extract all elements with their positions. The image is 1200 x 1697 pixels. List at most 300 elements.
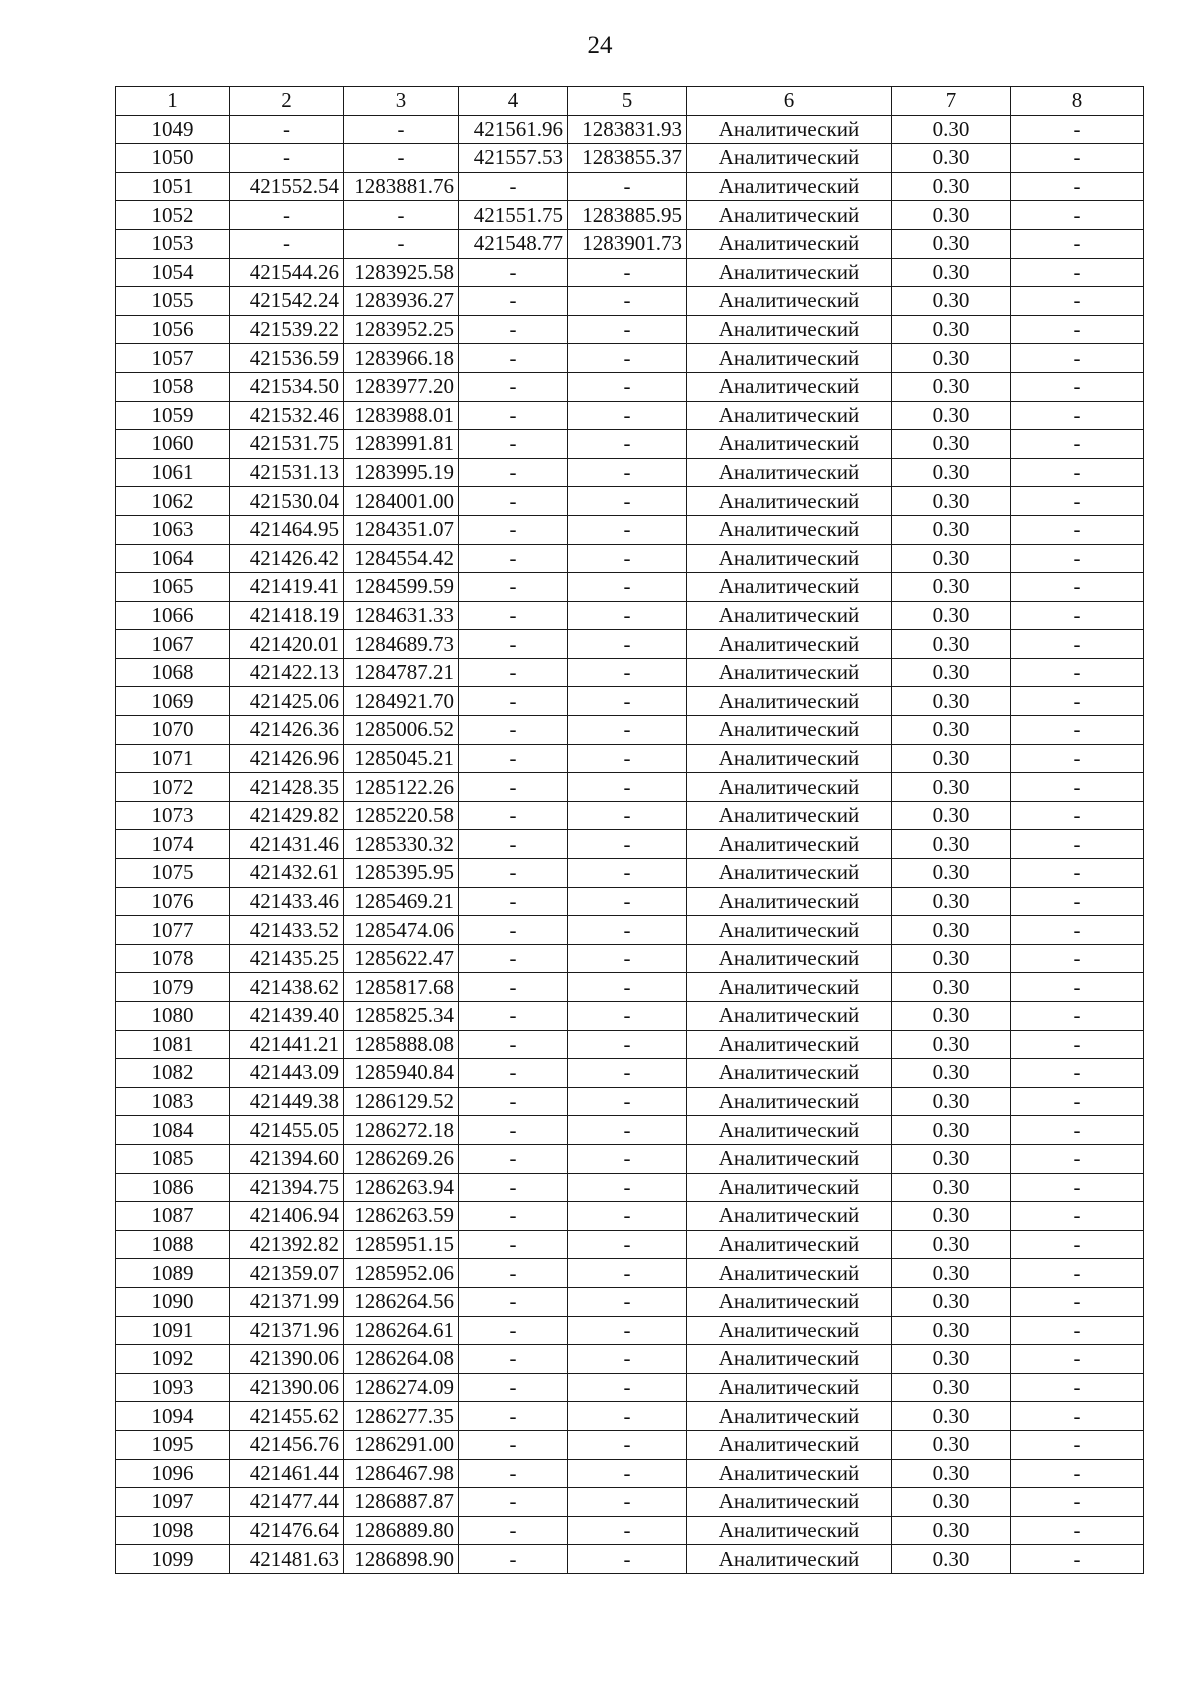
table-cell-col-4: - xyxy=(459,887,568,916)
table-cell-col-5: - xyxy=(568,401,687,430)
table-cell-col-8: - xyxy=(1011,115,1144,144)
table-cell-col-2: 421455.05 xyxy=(230,1116,344,1145)
table-cell-col-8: - xyxy=(1011,1402,1144,1431)
table-cell-col-8: - xyxy=(1011,601,1144,630)
table-cell-col-3: 1283977.20 xyxy=(344,372,459,401)
table-cell-col-5: - xyxy=(568,859,687,888)
table-cell-col-5: - xyxy=(568,630,687,659)
table-cell-col-5: - xyxy=(568,1373,687,1402)
table-cell-col-5: - xyxy=(568,1144,687,1173)
table-cell-col-4: - xyxy=(459,344,568,373)
table-cell-col-3: 1284921.70 xyxy=(344,687,459,716)
table-cell-col-4: - xyxy=(459,430,568,459)
table-row xyxy=(116,1173,1144,1202)
table-cell-col-3: 1285330.32 xyxy=(344,830,459,859)
table-cell-col-7: 0.30 xyxy=(892,1059,1011,1088)
table-cell-col-7: 0.30 xyxy=(892,916,1011,945)
coordinates-table xyxy=(115,86,1144,1574)
table-cell-col-7: 0.30 xyxy=(892,630,1011,659)
table-cell-col-3: 1285825.34 xyxy=(344,1002,459,1031)
table-row xyxy=(116,573,1144,602)
table-cell-col-3: 1286898.90 xyxy=(344,1545,459,1574)
table-row xyxy=(116,515,1144,544)
table-cell-col-3: 1284001.00 xyxy=(344,487,459,516)
table-cell-col-2: 421390.06 xyxy=(230,1373,344,1402)
table-cell-col-1: 1062 xyxy=(116,487,230,516)
table-cell-col-8: - xyxy=(1011,1002,1144,1031)
table-cell-col-6: Аналитический xyxy=(687,1087,892,1116)
table-cell-col-2: 421392.82 xyxy=(230,1230,344,1259)
table-cell-col-4: - xyxy=(459,487,568,516)
table-cell-col-1: 1050 xyxy=(116,144,230,173)
table-cell-col-4: - xyxy=(459,1316,568,1345)
table-cell-col-3: 1286263.59 xyxy=(344,1202,459,1231)
table-cell-col-5: - xyxy=(568,1030,687,1059)
table-cell-col-7: 0.30 xyxy=(892,372,1011,401)
table-cell-col-7: 0.30 xyxy=(892,801,1011,830)
table-cell-col-1: 1064 xyxy=(116,544,230,573)
table-cell-col-8: - xyxy=(1011,1373,1144,1402)
table-cell-col-8: - xyxy=(1011,1545,1144,1574)
table-cell-col-1: 1065 xyxy=(116,573,230,602)
table-cell-col-3: - xyxy=(344,229,459,258)
table-cell-col-3: 1285474.06 xyxy=(344,916,459,945)
table-cell-col-6: Аналитический xyxy=(687,487,892,516)
table-cell-col-2: 421531.13 xyxy=(230,458,344,487)
table-cell-col-8: - xyxy=(1011,859,1144,888)
table-cell-col-3: - xyxy=(344,115,459,144)
table-cell-col-4: - xyxy=(459,287,568,316)
table-cell-col-7: 0.30 xyxy=(892,773,1011,802)
table-cell-col-1: 1085 xyxy=(116,1144,230,1173)
table-cell-col-2: 421394.60 xyxy=(230,1144,344,1173)
table-cell-col-8: - xyxy=(1011,801,1144,830)
table-cell-col-6: Аналитический xyxy=(687,1002,892,1031)
table-cell-col-3: - xyxy=(344,144,459,173)
table-cell-col-6: Аналитический xyxy=(687,344,892,373)
table-row xyxy=(116,716,1144,745)
table-cell-col-6: Аналитический xyxy=(687,658,892,687)
table-cell-col-8: - xyxy=(1011,315,1144,344)
table-cell-col-1: 1067 xyxy=(116,630,230,659)
table-cell-col-7: 0.30 xyxy=(892,658,1011,687)
table-cell-col-4: - xyxy=(459,1488,568,1517)
table-row xyxy=(116,1373,1144,1402)
table-cell-col-5: - xyxy=(568,1488,687,1517)
table-row xyxy=(116,258,1144,287)
table-cell-col-4: - xyxy=(459,944,568,973)
table-header-row xyxy=(116,87,1144,116)
table-cell-col-2: 421419.41 xyxy=(230,573,344,602)
table-cell-col-5: 1283901.73 xyxy=(568,229,687,258)
table-cell-col-7: 0.30 xyxy=(892,1316,1011,1345)
table-cell-col-5: - xyxy=(568,430,687,459)
table-cell-col-3: 1286264.08 xyxy=(344,1345,459,1374)
column-header: 6 xyxy=(687,87,892,116)
table-row xyxy=(116,1059,1144,1088)
table-cell-col-2: 421428.35 xyxy=(230,773,344,802)
table-cell-col-4: - xyxy=(459,1545,568,1574)
table-cell-col-1: 1076 xyxy=(116,887,230,916)
table-cell-col-7: 0.30 xyxy=(892,1030,1011,1059)
table-cell-col-7: 0.30 xyxy=(892,1173,1011,1202)
table-row xyxy=(116,458,1144,487)
table-cell-col-7: 0.30 xyxy=(892,1259,1011,1288)
table-cell-col-6: Аналитический xyxy=(687,1230,892,1259)
table-cell-col-4: - xyxy=(459,1087,568,1116)
table-cell-col-5: - xyxy=(568,287,687,316)
table-cell-col-5: - xyxy=(568,601,687,630)
table-row xyxy=(116,1002,1144,1031)
table-cell-col-2: - xyxy=(230,229,344,258)
table-row xyxy=(116,115,1144,144)
table-cell-col-7: 0.30 xyxy=(892,430,1011,459)
table-cell-col-7: 0.30 xyxy=(892,315,1011,344)
table-cell-col-8: - xyxy=(1011,344,1144,373)
table-cell-col-8: - xyxy=(1011,973,1144,1002)
table-cell-col-7: 0.30 xyxy=(892,258,1011,287)
table-cell-col-2: - xyxy=(230,201,344,230)
table-cell-col-4: - xyxy=(459,630,568,659)
table-cell-col-4: - xyxy=(459,544,568,573)
table-cell-col-2: 421461.44 xyxy=(230,1459,344,1488)
table-row xyxy=(116,630,1144,659)
table-cell-col-7: 0.30 xyxy=(892,687,1011,716)
table-row xyxy=(116,773,1144,802)
table-cell-col-2: 421536.59 xyxy=(230,344,344,373)
table-cell-col-6: Аналитический xyxy=(687,1516,892,1545)
table-cell-col-1: 1071 xyxy=(116,744,230,773)
table-cell-col-6: Аналитический xyxy=(687,1116,892,1145)
table-cell-col-1: 1063 xyxy=(116,515,230,544)
table-cell-col-8: - xyxy=(1011,430,1144,459)
table-cell-col-1: 1059 xyxy=(116,401,230,430)
table-row xyxy=(116,315,1144,344)
table-cell-col-2: 421455.62 xyxy=(230,1402,344,1431)
table-cell-col-3: 1286264.61 xyxy=(344,1316,459,1345)
table-cell-col-8: - xyxy=(1011,1059,1144,1088)
table-cell-col-1: 1097 xyxy=(116,1488,230,1517)
table-cell-col-7: 0.30 xyxy=(892,1087,1011,1116)
table-cell-col-3: 1286263.94 xyxy=(344,1173,459,1202)
table-cell-col-5: - xyxy=(568,1173,687,1202)
table-cell-col-7: 0.30 xyxy=(892,1402,1011,1431)
table-cell-col-8: - xyxy=(1011,515,1144,544)
table-cell-col-2: 421435.25 xyxy=(230,944,344,973)
table-cell-col-1: 1099 xyxy=(116,1545,230,1574)
table-cell-col-1: 1087 xyxy=(116,1202,230,1231)
table-cell-col-8: - xyxy=(1011,1173,1144,1202)
table-cell-col-5: - xyxy=(568,1002,687,1031)
table-cell-col-2: 421432.61 xyxy=(230,859,344,888)
table-row xyxy=(116,144,1144,173)
table-cell-col-3: 1285006.52 xyxy=(344,716,459,745)
table-cell-col-2: 421426.96 xyxy=(230,744,344,773)
table-row xyxy=(116,544,1144,573)
table-cell-col-7: 0.30 xyxy=(892,859,1011,888)
table-row xyxy=(116,344,1144,373)
table-cell-col-3: 1285395.95 xyxy=(344,859,459,888)
table-cell-col-3: 1284554.42 xyxy=(344,544,459,573)
table-cell-col-5: - xyxy=(568,658,687,687)
table-cell-col-1: 1091 xyxy=(116,1316,230,1345)
table-cell-col-3: 1286291.00 xyxy=(344,1430,459,1459)
table-cell-col-7: 0.30 xyxy=(892,573,1011,602)
table-row xyxy=(116,1144,1144,1173)
table-row xyxy=(116,1488,1144,1517)
table-cell-col-8: - xyxy=(1011,687,1144,716)
table-cell-col-6: Аналитический xyxy=(687,458,892,487)
table-cell-col-2: 421441.21 xyxy=(230,1030,344,1059)
table-cell-col-1: 1058 xyxy=(116,372,230,401)
table-cell-col-3: 1284689.73 xyxy=(344,630,459,659)
table-cell-col-2: 421481.63 xyxy=(230,1545,344,1574)
table-cell-col-5: - xyxy=(568,944,687,973)
table-cell-col-7: 0.30 xyxy=(892,1488,1011,1517)
table-cell-col-2: 421534.50 xyxy=(230,372,344,401)
table-cell-col-2: 421531.75 xyxy=(230,430,344,459)
table-cell-col-3: 1285220.58 xyxy=(344,801,459,830)
column-header: 1 xyxy=(116,87,230,116)
table-cell-col-2: 421371.96 xyxy=(230,1316,344,1345)
table-cell-col-3: 1284351.07 xyxy=(344,515,459,544)
table-cell-col-5: - xyxy=(568,1402,687,1431)
table-cell-col-3: 1285951.15 xyxy=(344,1230,459,1259)
table-cell-col-4: - xyxy=(459,744,568,773)
table-cell-col-5: - xyxy=(568,887,687,916)
column-header: 4 xyxy=(459,87,568,116)
table-cell-col-6: Аналитический xyxy=(687,430,892,459)
table-cell-col-1: 1094 xyxy=(116,1402,230,1431)
table-cell-col-6: Аналитический xyxy=(687,401,892,430)
table-cell-col-4: - xyxy=(459,687,568,716)
table-cell-col-2: 421530.04 xyxy=(230,487,344,516)
table-cell-col-5: - xyxy=(568,716,687,745)
table-cell-col-3: 1285469.21 xyxy=(344,887,459,916)
table-cell-col-1: 1090 xyxy=(116,1287,230,1316)
table-cell-col-5: - xyxy=(568,258,687,287)
table-cell-col-4: - xyxy=(459,1202,568,1231)
table-cell-col-4: - xyxy=(459,1116,568,1145)
table-cell-col-1: 1092 xyxy=(116,1345,230,1374)
table-cell-col-6: Аналитический xyxy=(687,744,892,773)
table-cell-col-4: - xyxy=(459,1030,568,1059)
table-row xyxy=(116,973,1144,1002)
table-cell-col-8: - xyxy=(1011,1087,1144,1116)
table-cell-col-1: 1073 xyxy=(116,801,230,830)
table-cell-col-1: 1093 xyxy=(116,1373,230,1402)
table-cell-col-4: - xyxy=(459,1459,568,1488)
table-row xyxy=(116,487,1144,516)
table-cell-col-5: - xyxy=(568,1287,687,1316)
table-row xyxy=(116,601,1144,630)
table-cell-col-7: 0.30 xyxy=(892,458,1011,487)
table-cell-col-2: 421456.76 xyxy=(230,1430,344,1459)
table-cell-col-2: 421438.62 xyxy=(230,973,344,1002)
table-cell-col-4: - xyxy=(459,801,568,830)
table-cell-col-4: - xyxy=(459,372,568,401)
table-cell-col-5: - xyxy=(568,801,687,830)
table-cell-col-8: - xyxy=(1011,1144,1144,1173)
table-cell-col-1: 1055 xyxy=(116,287,230,316)
table-cell-col-6: Аналитический xyxy=(687,287,892,316)
table-cell-col-6: Аналитический xyxy=(687,229,892,258)
table-cell-col-6: Аналитический xyxy=(687,1430,892,1459)
table-cell-col-7: 0.30 xyxy=(892,1287,1011,1316)
table-cell-col-6: Аналитический xyxy=(687,172,892,201)
table-cell-col-4: - xyxy=(459,973,568,1002)
table-cell-col-7: 0.30 xyxy=(892,1116,1011,1145)
table-cell-col-2: 421359.07 xyxy=(230,1259,344,1288)
table-cell-col-3: 1285888.08 xyxy=(344,1030,459,1059)
table-cell-col-7: 0.30 xyxy=(892,115,1011,144)
table-cell-col-1: 1056 xyxy=(116,315,230,344)
table-cell-col-6: Аналитический xyxy=(687,1545,892,1574)
table-cell-col-7: 0.30 xyxy=(892,716,1011,745)
table-cell-col-3: 1285940.84 xyxy=(344,1059,459,1088)
table-cell-col-5: - xyxy=(568,744,687,773)
table-cell-col-3: 1283995.19 xyxy=(344,458,459,487)
table-cell-col-2: 421431.46 xyxy=(230,830,344,859)
table-row xyxy=(116,1287,1144,1316)
table-cell-col-4: - xyxy=(459,258,568,287)
table-row xyxy=(116,1087,1144,1116)
table-cell-col-4: - xyxy=(459,1516,568,1545)
column-header: 5 xyxy=(568,87,687,116)
table-cell-col-2: 421425.06 xyxy=(230,687,344,716)
table-cell-col-3: 1283881.76 xyxy=(344,172,459,201)
table-cell-col-5: - xyxy=(568,1202,687,1231)
table-cell-col-8: - xyxy=(1011,258,1144,287)
table-row xyxy=(116,1345,1144,1374)
table-cell-col-4: - xyxy=(459,172,568,201)
table-cell-col-6: Аналитический xyxy=(687,1316,892,1345)
table-cell-col-4: 421557.53 xyxy=(459,144,568,173)
table-cell-col-8: - xyxy=(1011,830,1144,859)
table-cell-col-6: Аналитический xyxy=(687,887,892,916)
table-cell-col-8: - xyxy=(1011,1202,1144,1231)
table-cell-col-1: 1084 xyxy=(116,1116,230,1145)
table-cell-col-6: Аналитический xyxy=(687,773,892,802)
table-cell-col-3: 1285045.21 xyxy=(344,744,459,773)
table-cell-col-5: - xyxy=(568,916,687,945)
table-cell-col-2: 421418.19 xyxy=(230,601,344,630)
table-cell-col-2: 421422.13 xyxy=(230,658,344,687)
table-cell-col-7: 0.30 xyxy=(892,944,1011,973)
table-cell-col-1: 1083 xyxy=(116,1087,230,1116)
table-cell-col-6: Аналитический xyxy=(687,515,892,544)
table-row xyxy=(116,1230,1144,1259)
table-cell-col-2: 421542.24 xyxy=(230,287,344,316)
table-cell-col-5: - xyxy=(568,687,687,716)
table-cell-col-7: 0.30 xyxy=(892,1545,1011,1574)
table-row xyxy=(116,744,1144,773)
table-cell-col-8: - xyxy=(1011,573,1144,602)
table-cell-col-1: 1051 xyxy=(116,172,230,201)
table-cell-col-8: - xyxy=(1011,1516,1144,1545)
table-cell-col-4: - xyxy=(459,458,568,487)
table-row xyxy=(116,687,1144,716)
table-cell-col-6: Аналитический xyxy=(687,1373,892,1402)
table-cell-col-1: 1074 xyxy=(116,830,230,859)
table-cell-col-3: 1283988.01 xyxy=(344,401,459,430)
table-cell-col-1: 1089 xyxy=(116,1259,230,1288)
table-cell-col-7: 0.30 xyxy=(892,201,1011,230)
table-cell-col-5: - xyxy=(568,1059,687,1088)
table-cell-col-4: - xyxy=(459,1230,568,1259)
table-cell-col-1: 1077 xyxy=(116,916,230,945)
table-cell-col-7: 0.30 xyxy=(892,973,1011,1002)
table-cell-col-4: - xyxy=(459,1144,568,1173)
table-cell-col-7: 0.30 xyxy=(892,172,1011,201)
table-cell-col-5: - xyxy=(568,773,687,802)
table-row xyxy=(116,1116,1144,1145)
table-cell-col-4: - xyxy=(459,1059,568,1088)
table-cell-col-7: 0.30 xyxy=(892,344,1011,373)
table-cell-col-7: 0.30 xyxy=(892,144,1011,173)
table-cell-col-8: - xyxy=(1011,487,1144,516)
table-cell-col-7: 0.30 xyxy=(892,401,1011,430)
table-cell-col-6: Аналитический xyxy=(687,1202,892,1231)
table-cell-col-7: 0.30 xyxy=(892,1144,1011,1173)
table-cell-col-6: Аналитический xyxy=(687,716,892,745)
table-cell-col-2: 421371.99 xyxy=(230,1287,344,1316)
table-cell-col-1: 1060 xyxy=(116,430,230,459)
table-cell-col-3: 1283925.58 xyxy=(344,258,459,287)
table-cell-col-4: - xyxy=(459,830,568,859)
table-cell-col-8: - xyxy=(1011,1030,1144,1059)
table-cell-col-5: - xyxy=(568,1230,687,1259)
table-cell-col-3: 1284631.33 xyxy=(344,601,459,630)
table-cell-col-4: 421548.77 xyxy=(459,229,568,258)
table-cell-col-8: - xyxy=(1011,1116,1144,1145)
table-cell-col-7: 0.30 xyxy=(892,515,1011,544)
table-cell-col-6: Аналитический xyxy=(687,1259,892,1288)
table-row xyxy=(116,1202,1144,1231)
table-cell-col-1: 1049 xyxy=(116,115,230,144)
table-cell-col-8: - xyxy=(1011,1430,1144,1459)
table-cell-col-2: 421433.52 xyxy=(230,916,344,945)
table-cell-col-5: 1283885.95 xyxy=(568,201,687,230)
table-row xyxy=(116,1459,1144,1488)
table-cell-col-7: 0.30 xyxy=(892,1345,1011,1374)
table-cell-col-5: - xyxy=(568,1459,687,1488)
table-cell-col-3: 1286129.52 xyxy=(344,1087,459,1116)
table-cell-col-3: - xyxy=(344,201,459,230)
table-cell-col-8: - xyxy=(1011,944,1144,973)
table-cell-col-3: 1286277.35 xyxy=(344,1402,459,1431)
table-cell-col-8: - xyxy=(1011,372,1144,401)
table-cell-col-4: - xyxy=(459,658,568,687)
table-cell-col-1: 1053 xyxy=(116,229,230,258)
table-cell-col-1: 1096 xyxy=(116,1459,230,1488)
table-cell-col-1: 1095 xyxy=(116,1430,230,1459)
table-row xyxy=(116,430,1144,459)
table-cell-col-8: - xyxy=(1011,401,1144,430)
table-row xyxy=(116,887,1144,916)
table-cell-col-5: - xyxy=(568,1516,687,1545)
table-cell-col-1: 1066 xyxy=(116,601,230,630)
table-cell-col-2: - xyxy=(230,115,344,144)
table-cell-col-4: - xyxy=(459,1287,568,1316)
table-cell-col-4: 421551.75 xyxy=(459,201,568,230)
table-cell-col-7: 0.30 xyxy=(892,1373,1011,1402)
table-cell-col-2: 421426.42 xyxy=(230,544,344,573)
table-cell-col-6: Аналитический xyxy=(687,859,892,888)
table-cell-col-8: - xyxy=(1011,544,1144,573)
table-cell-col-3: 1286274.09 xyxy=(344,1373,459,1402)
table-cell-col-1: 1052 xyxy=(116,201,230,230)
